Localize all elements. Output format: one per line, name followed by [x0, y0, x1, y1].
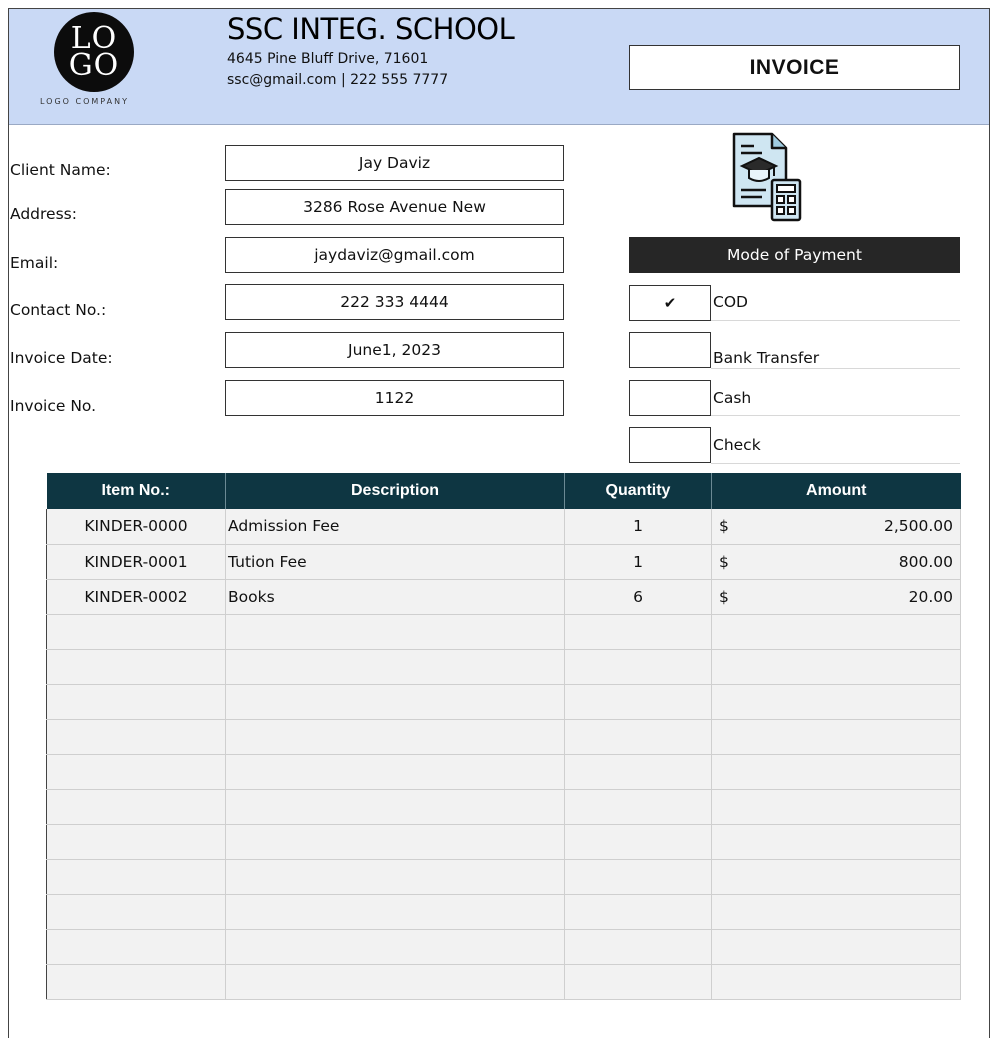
payment-checkbox-check[interactable] — [629, 427, 711, 463]
table-row-empty — [47, 789, 961, 824]
description-cell[interactable] — [226, 824, 565, 859]
amount-cell[interactable] — [712, 964, 961, 999]
table-row-empty — [47, 754, 961, 789]
description-cell[interactable] — [226, 719, 565, 754]
address-label: Address: — [10, 205, 77, 223]
amount-cell[interactable] — [712, 859, 961, 894]
quantity-cell[interactable] — [565, 789, 712, 824]
payment-label-cash: Cash — [713, 389, 752, 407]
table-header-row — [47, 473, 961, 509]
payment-checkbox-cash[interactable] — [629, 380, 711, 416]
table-row-empty — [47, 824, 961, 859]
table-row — [47, 579, 961, 614]
item-no-cell[interactable] — [47, 754, 226, 789]
payment-divider — [711, 368, 960, 369]
item-no-cell[interactable] — [47, 859, 226, 894]
quantity-cell[interactable]: 6 — [565, 579, 712, 614]
payment-divider — [711, 463, 960, 464]
item-no-cell[interactable] — [47, 789, 226, 824]
calculator-icon — [772, 180, 800, 220]
quantity-cell[interactable] — [565, 719, 712, 754]
contact-field[interactable]: 222 333 4444 — [225, 284, 564, 320]
table-row-empty — [47, 929, 961, 964]
client-name-field[interactable]: Jay Daviz — [225, 145, 564, 181]
description-cell[interactable]: Tution Fee — [226, 544, 565, 579]
item-no-cell[interactable] — [47, 614, 226, 649]
description-cell[interactable] — [226, 754, 565, 789]
client-name-label: Client Name: — [10, 161, 111, 179]
school-contact: ssc@gmail.com | 222 555 7777 — [227, 72, 449, 88]
column-header-amount: Amount — [712, 473, 961, 509]
email-field[interactable]: jaydaviz@gmail.com — [225, 237, 564, 273]
quantity-cell[interactable] — [565, 614, 712, 649]
item-no-cell[interactable] — [47, 964, 226, 999]
amount-value: 800.00 — [898, 552, 953, 571]
table-body — [47, 509, 961, 999]
quantity-cell[interactable] — [565, 929, 712, 964]
item-no-cell[interactable] — [47, 684, 226, 719]
table-row — [47, 544, 961, 579]
table-row-empty — [47, 859, 961, 894]
description-cell[interactable] — [226, 964, 565, 999]
currency-symbol: $ — [719, 587, 729, 606]
item-no-cell[interactable] — [47, 929, 226, 964]
description-cell[interactable] — [226, 894, 565, 929]
logo-caption: LOGO COMPANY — [40, 97, 129, 106]
payment-checkbox-bank-transfer[interactable] — [629, 332, 711, 368]
quantity-cell[interactable]: 1 — [565, 544, 712, 579]
amount-cell[interactable] — [712, 789, 961, 824]
item-no-cell[interactable] — [47, 649, 226, 684]
column-header-quantity: Quantity — [565, 473, 712, 509]
payment-checkbox-cod[interactable]: ✔ — [629, 285, 711, 321]
amount-cell[interactable] — [712, 614, 961, 649]
table-row — [47, 509, 961, 544]
item-no-cell[interactable] — [47, 824, 226, 859]
description-cell[interactable]: Books — [226, 579, 565, 614]
amount-cell[interactable] — [712, 649, 961, 684]
description-cell[interactable] — [226, 649, 565, 684]
amount-cell[interactable] — [712, 579, 961, 614]
item-no-cell[interactable] — [47, 894, 226, 929]
column-header-item: Item No.: — [47, 473, 226, 509]
quantity-cell[interactable] — [565, 754, 712, 789]
amount-value: 2,500.00 — [883, 517, 953, 536]
payment-label-cod: COD — [713, 293, 748, 311]
amount-cell[interactable] — [712, 754, 961, 789]
quantity-cell[interactable] — [565, 964, 712, 999]
item-no-cell[interactable]: KINDER-0000 — [47, 509, 226, 544]
school-name: SSC INTEG. SCHOOL — [227, 12, 515, 46]
school-address: 4645 Pine Bluff Drive, 71601 — [227, 51, 429, 67]
amount-cell[interactable] — [712, 929, 961, 964]
invoice-title: INVOICE — [629, 45, 960, 90]
amount-cell[interactable] — [712, 894, 961, 929]
description-cell[interactable]: Admission Fee — [226, 509, 565, 544]
quantity-cell[interactable]: 1 — [565, 509, 712, 544]
quantity-cell[interactable] — [565, 649, 712, 684]
payment-divider — [711, 415, 960, 416]
amount-cell[interactable] — [712, 509, 961, 544]
item-no-cell[interactable]: KINDER-0001 — [47, 544, 226, 579]
amount-cell[interactable] — [712, 544, 961, 579]
logo-line-1: LO — [70, 21, 118, 56]
invoice-no-field[interactable]: 1122 — [225, 380, 564, 416]
item-no-cell[interactable]: KINDER-0002 — [47, 579, 226, 614]
logo-line-2: GO — [68, 48, 120, 83]
table-row-empty — [47, 614, 961, 649]
invoice-date-label: Invoice Date: — [10, 349, 113, 367]
quantity-cell[interactable] — [565, 824, 712, 859]
currency-symbol: $ — [719, 552, 729, 571]
quantity-cell[interactable] — [565, 684, 712, 719]
currency-symbol: $ — [719, 517, 729, 536]
item-no-cell[interactable] — [47, 719, 226, 754]
description-cell[interactable] — [226, 929, 565, 964]
table-row-empty — [47, 649, 961, 684]
quantity-cell[interactable] — [565, 859, 712, 894]
company-logo — [54, 12, 134, 92]
description-cell[interactable] — [226, 789, 565, 824]
amount-cell[interactable] — [712, 824, 961, 859]
table-row-empty — [47, 719, 961, 754]
payment-mode-header: Mode of Payment — [629, 237, 960, 273]
payment-label-bank-transfer: Bank Transfer — [713, 349, 820, 367]
payment-label-check: Check — [713, 436, 761, 454]
contact-label: Contact No.: — [10, 301, 107, 319]
payment-divider — [711, 320, 960, 321]
invoice-items-table — [46, 473, 961, 1000]
amount-value: 20.00 — [908, 587, 953, 606]
quantity-cell[interactable] — [565, 894, 712, 929]
table-row-empty — [47, 894, 961, 929]
table-row-empty — [47, 684, 961, 719]
description-cell[interactable] — [226, 614, 565, 649]
invoice-document-icon — [732, 132, 804, 224]
column-header-description: Description — [226, 473, 565, 509]
table-row-empty — [47, 964, 961, 999]
amount-cell[interactable] — [712, 684, 961, 719]
description-cell[interactable] — [226, 684, 565, 719]
invoice-date-field[interactable]: June1, 2023 — [225, 332, 564, 368]
amount-cell[interactable] — [712, 719, 961, 754]
description-cell[interactable] — [226, 859, 565, 894]
invoice-no-label: Invoice No. — [10, 397, 97, 415]
email-label: Email: — [10, 254, 59, 272]
address-field[interactable]: 3286 Rose Avenue New — [225, 189, 564, 225]
